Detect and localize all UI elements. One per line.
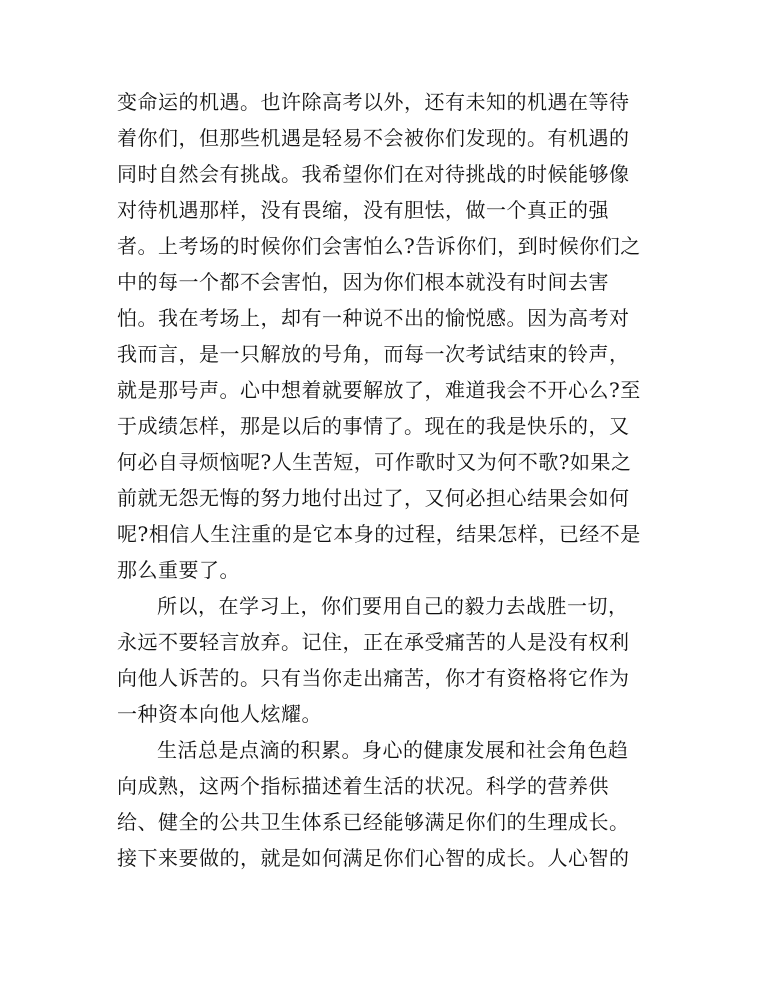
paragraph-first-line: 所以，在学习上，你们要用自己的毅力去战胜一切，: [157, 594, 629, 618]
text-line: 给、健全的公共卫生体系已经能够满足你们的生理成长。: [117, 810, 630, 834]
text-line: 于成绩怎样，那是以后的事情了。现在的我是快乐的，又: [117, 414, 630, 438]
text-line: 向他人诉苦的。只有当你走出痛苦，你才有资格将它作为: [117, 666, 630, 690]
text-line: 就是那号声。心中想着就要解放了，难道我会不开心么?至: [117, 378, 641, 402]
text-line: 接下来要做的，就是如何满足你们心智的成长。人心智的: [117, 846, 630, 870]
text-line: 对待机遇那样，没有畏缩，没有胆怯，做一个真正的强: [117, 198, 609, 222]
text-line: 中的每一个都不会害怕，因为你们根本就没有时间去害: [117, 270, 609, 294]
text-line: 者。上考场的时候你们会害怕么?告诉你们，到时候你们之: [117, 234, 641, 258]
text-line: 怕。我在考场上，却有一种说不出的愉悦感。因为高考对: [117, 306, 630, 330]
text-line: 何必自寻烦恼呢?人生苦短，可作歌时又为何不歌?如果之: [117, 450, 632, 474]
text-line: 同时自然会有挑战。我希望你们在对待挑战的时候能够像: [117, 162, 630, 186]
text-line: 我而言，是一只解放的号角，而每一次考试结束的铃声，: [117, 342, 630, 366]
text-line: 着你们，但那些机遇是轻易不会被你们发现的。有机遇的: [117, 126, 630, 150]
paragraph-first-line: 生活总是点滴的积累。身心的健康发展和社会角色趋: [157, 738, 629, 762]
text-line: 向成熟，这两个指标描述着生活的状况。科学的营养供: [117, 774, 609, 798]
text-line: 永远不要轻言放弃。记住，正在承受痛苦的人是没有权利: [117, 630, 630, 654]
text-line: 变命运的机遇。也许除高考以外，还有未知的机遇在等待: [117, 90, 630, 114]
document-body: [117, 84, 657, 876]
text-line: 呢?相信人生注重的是它本身的过程，结果怎样，已经不是: [117, 522, 641, 546]
text-line: 前就无怨无悔的努力地付出过了，又何必担心结果会如何: [117, 486, 630, 510]
text-line: 一种资本向他人炫耀。: [117, 702, 322, 726]
text-line: 那么重要了。: [117, 558, 240, 582]
